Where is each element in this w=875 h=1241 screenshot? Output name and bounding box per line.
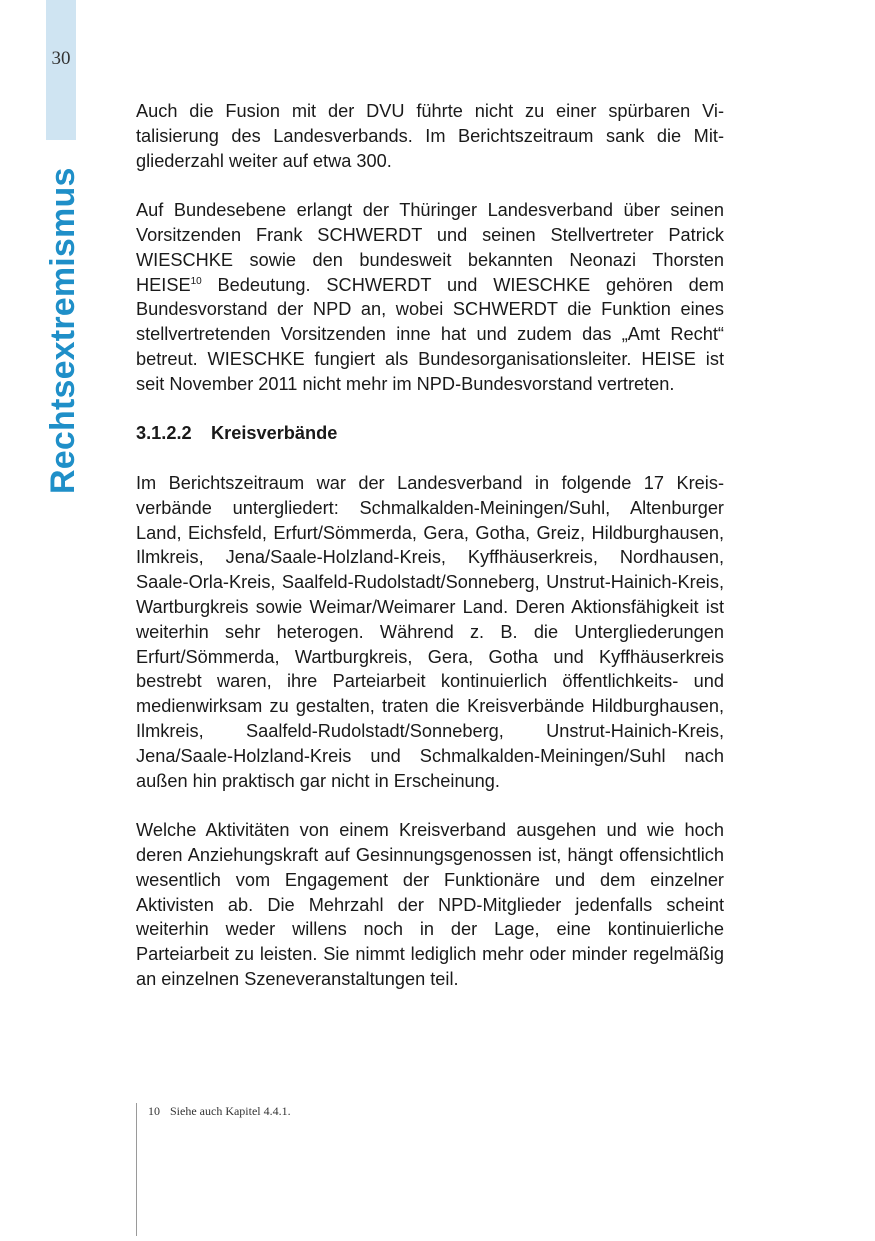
paragraph-2-text-a: Auf Bundesebene erlangt der Thüringer Landesverband über seinen Vorsitzenden Frank SCHWERDT und seinen Stellvertreter Patrick WIESCHKE sowie den bundesweit bekannten Neonazi Thorsten HEISE — [136, 200, 724, 295]
footnote — [148, 1104, 291, 1119]
footnote-number: 10 — [148, 1104, 160, 1118]
paragraph-2-text-b: Bedeutung. SCHWERDT und WIESCHKE gehören dem Bundesvorstand der NPD an, wobei SCHWERDT die Funktion eines stellvertretenden Vorsitzenden inne hat und zudem das „Amt Recht“ betreut. WIESCHKE fungiert als Bundesorganisationsleiter. HEISE ist seit November 2011 nicht mehr im NPD-Bundesvorstand vertreten. — [136, 274, 724, 394]
footnote-reference[interactable]: 10 — [190, 275, 202, 287]
page-number: 30 — [51, 48, 71, 69]
section-number: 3.1.2.2 — [136, 423, 192, 444]
page-number-tab — [46, 0, 76, 140]
paragraph-1: Auch die Fusion mit der DVU führte nicht zu einer spürbaren Vitalisierung des Landesverbands. Im Berichtszeitraum sank die Mitgliederzahl weiter auf etwa 300. — [136, 101, 724, 171]
footnote-rule — [136, 1103, 137, 1236]
paragraph-4: Welche Aktivitäten von einem Kreisverband ausgehen und wie hoch deren Anziehungskraft auf Gesinnungsgenossen ist, hängt offensichtlich wesentlich vom Engagement der Funktionäre und dem einzelner Aktivisten ab. Die Mehrzahl der NPD-Mitglieder jedenfalls scheint weiterhin weder willens noch in der Lage, eine kontinuierliche Parteiarbeit zu leisten. Sie nimmt lediglich mehr oder minder regelmäßig an einzelnen Szeneveranstaltungen teil. — [136, 820, 724, 989]
section-title: Kreisverbände — [211, 423, 338, 444]
footnote-text: Siehe auch Kapitel 4.4.1. — [170, 1104, 291, 1118]
section-heading — [136, 421, 724, 446]
side-title: Rechtsextremismus — [44, 167, 82, 494]
paragraph-2 — [136, 198, 724, 396]
paragraph-3: Im Berichtszeitraum war der Landesverband in folgende 17 Kreisverbände untergliedert: Schmalkalden-Meiningen/Suhl, Altenburger Land, Eichsfeld, Erfurt/Sömmerda, Gera, Gotha, Greiz, Hildburghausen, Ilmkreis, Jena/Saale-Holzland-Kreis, Kyffhäuserkreis, Nordhausen, Saale-Orla-Kreis, Saalfeld-Rudolstadt/Sonneberg, Unstrut-Hainich-Kreis, Wartburgkreis sowie Weimar/Weimarer Land. Deren Aktionsfähigkeit ist weiterhin sehr heterogen. Während z. B. die Untergliederungen Erfurt/Sömmerda, Wartburgkreis, Gera, Gotha und Kyffhäuserkreis bestrebt waren, ihre Parteiarbeit kontinuierlich öffentlichkeits- und medienwirksam zu gestalten, traten die Kreisverbände Hildburghausen, Ilmkreis, Saalfeld-Rudolstadt/Sonneberg, Unstrut-Hainich-Kreis, Jena/Saale-Holzland-Kreis und Schmalkalden-Meiningen/Suhl nach außen hin praktisch gar nicht in Erscheinung. — [136, 472, 724, 791]
main-content — [136, 99, 724, 1016]
